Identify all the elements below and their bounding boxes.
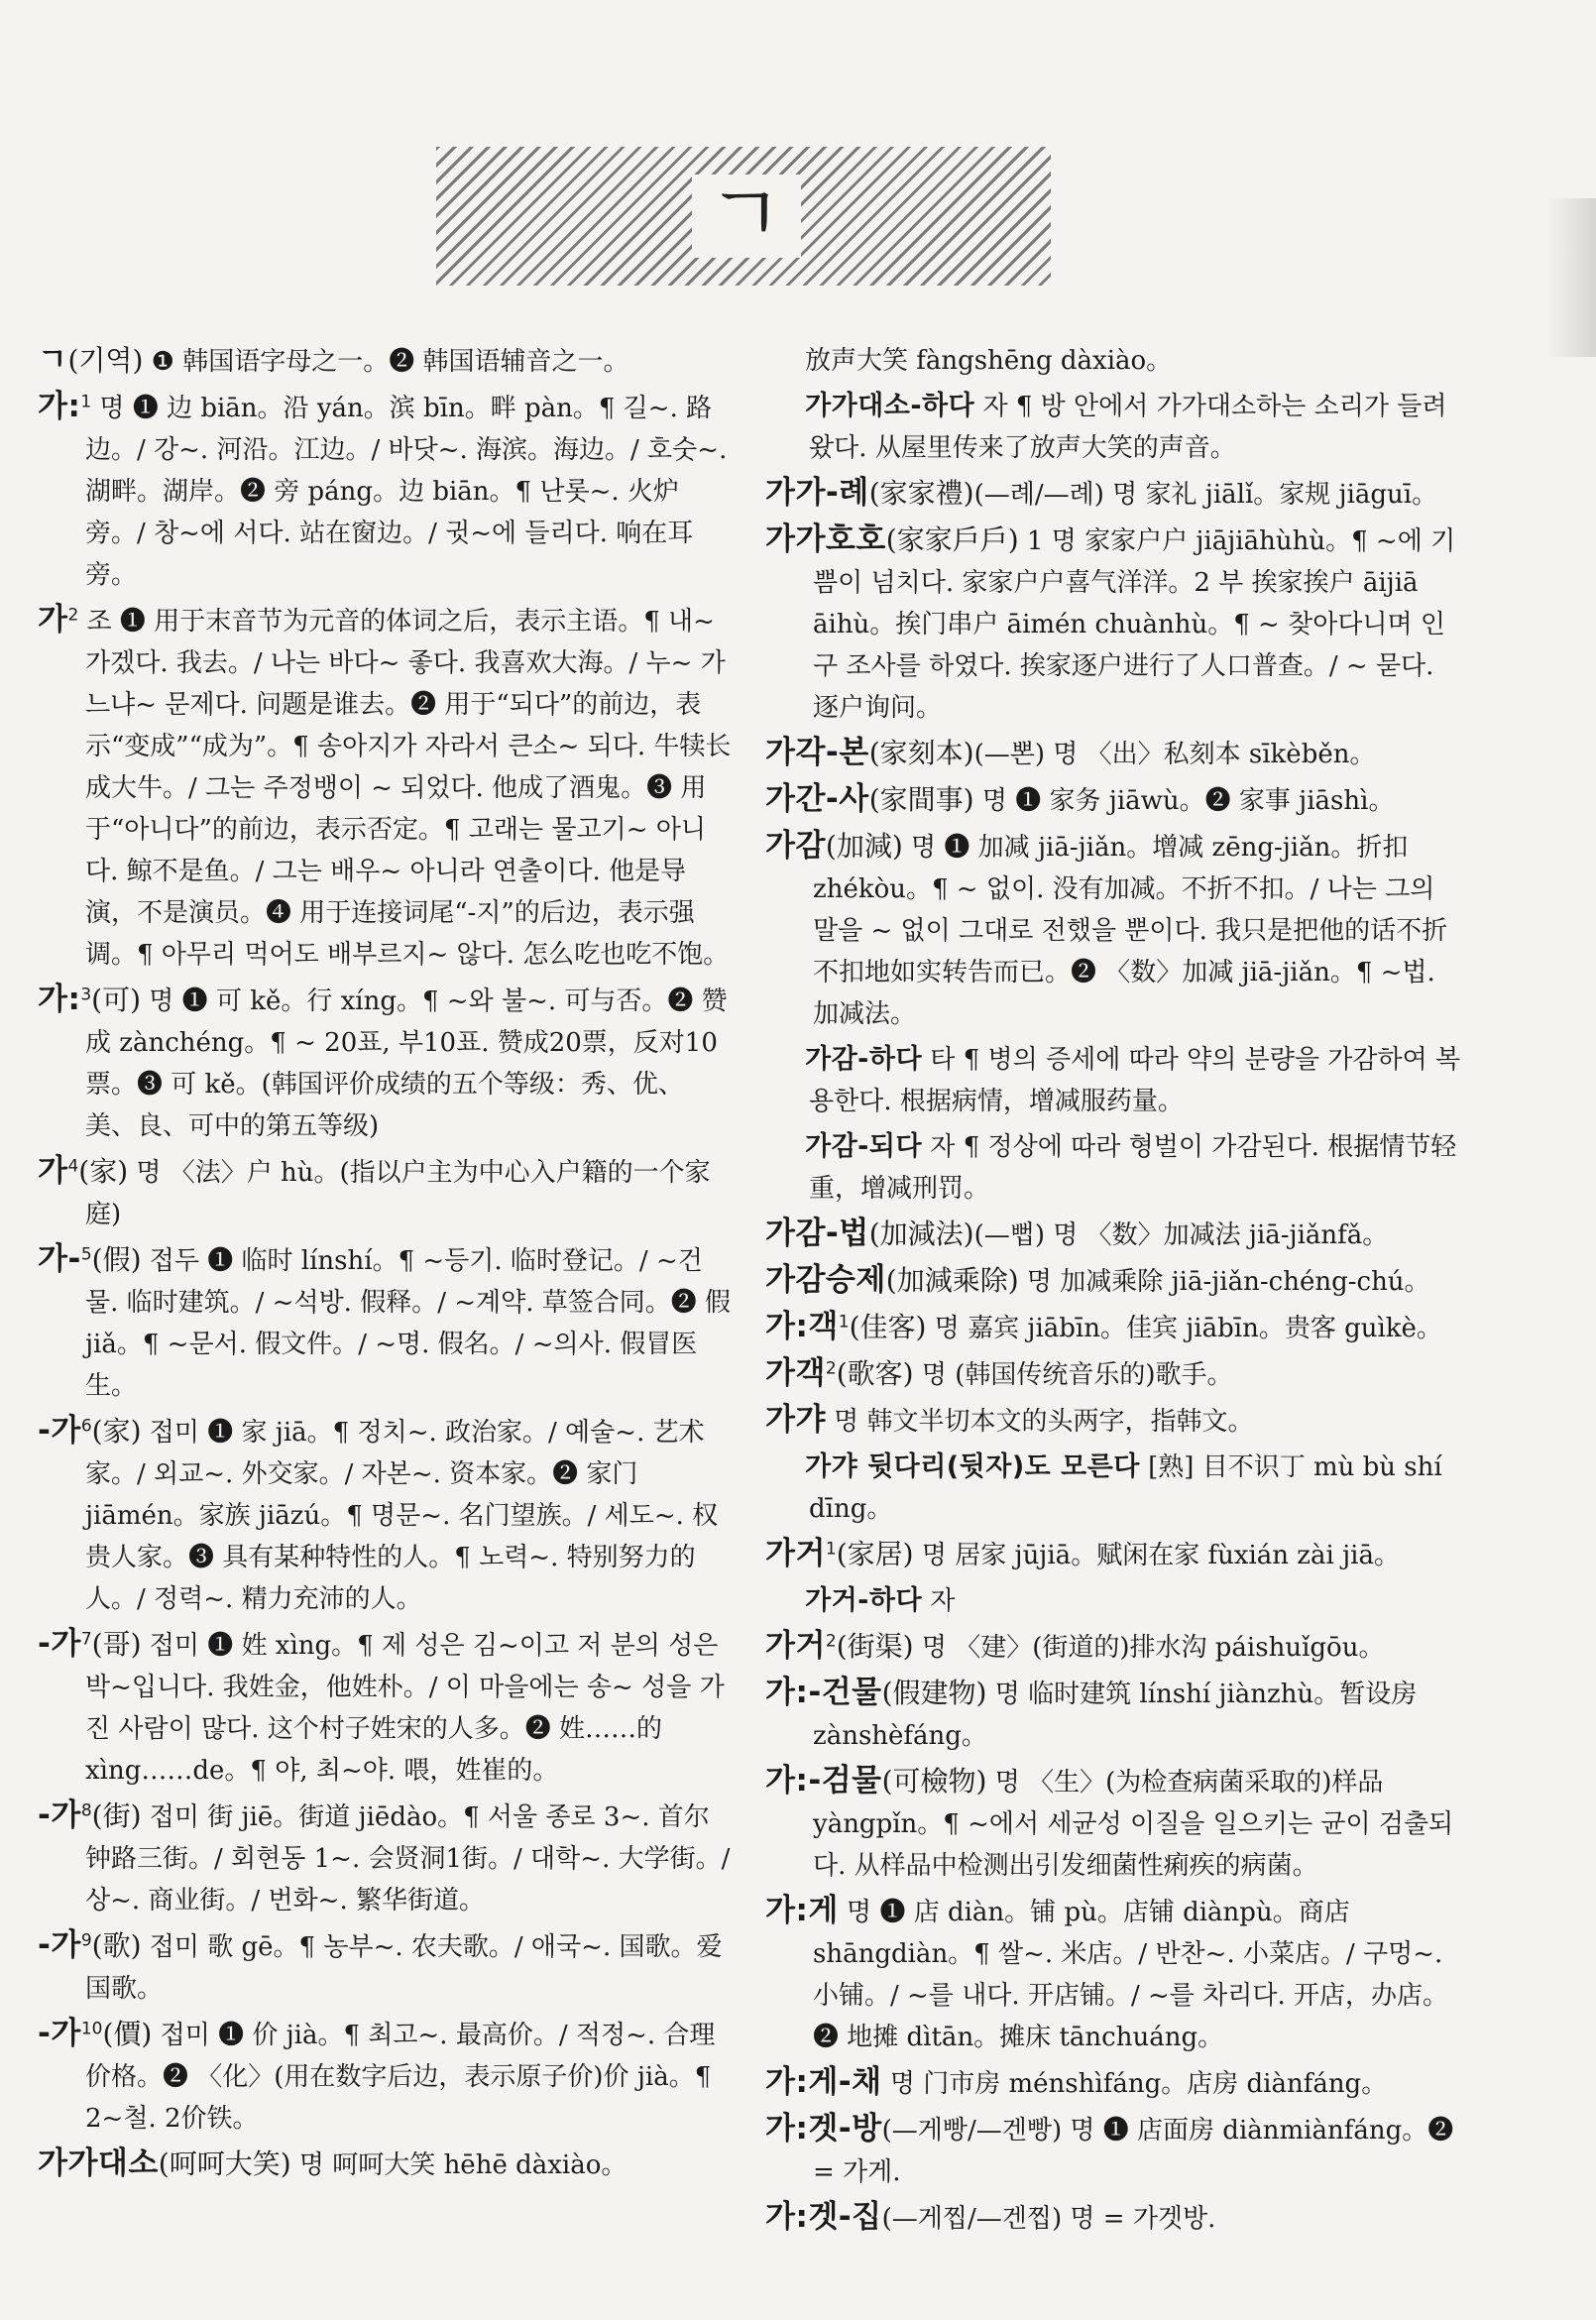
entry-definition: 명 嘉宾 jiābīn。佳宾 jiābīn。贵客 guìkè。 [926, 1314, 1442, 1343]
dictionary-entry [765, 1213, 1467, 1256]
entry-definition: 명 〈建〉(街道的)排水沟 páishuǐgōu。 [913, 1633, 1385, 1663]
entry-definition: 접두 ❶ 临时 línshí。¶ ~등기. 临时登记。/ ~건물. 临时建筑。/ ~석방. 假释。/ ~계약. 草签合同。❷ 假 jiǎ。¶ ~문서. 假文件。/ ~명. 假名。/ ~의사. 假冒医生。 [85, 1246, 732, 1401]
entry-definition: 자 [922, 1586, 956, 1616]
entry-hanja: (可檢物) [881, 1765, 987, 1798]
entry-superscript: 2 [825, 1631, 837, 1652]
dictionary-entry [765, 2196, 1467, 2240]
entry-hanja: (歌客) [836, 1357, 914, 1390]
entry-superscript: 2 [67, 605, 79, 626]
dictionary-entry [765, 778, 1467, 822]
entry-definition: 타 ¶ 병의 증세에 따라 약의 분량을 가감하여 복용한다. 根据病情，增减服药量。 [809, 1045, 1461, 1116]
dictionary-entry [765, 1446, 1467, 1530]
entry-headword: ㄱ [38, 342, 68, 378]
right-column [765, 339, 1467, 2243]
entry-headword: 가갸 [765, 1402, 826, 1438]
entry-headword: 가:객 [765, 1309, 839, 1344]
dictionary-entry [38, 979, 732, 1147]
dictionary-entry [765, 1306, 1467, 1349]
dictionary-entry [765, 1259, 1467, 1303]
entry-hanja: (家) [91, 1415, 142, 1448]
entry-definition: 명 临时建筑 línshí jiànzhù。暂设房 zànshèfáng。 [813, 1680, 1418, 1751]
entry-definition: 명 居家 jūjiā。赋闲在家 fùxián zài jiā。 [913, 1541, 1400, 1570]
entry-definition: 명 〈生〉(为检查病菌采取的)样品 yàngpǐn。¶ ~에서 세균성 이질을 일으키는 균이 검출되다. 从样品中检测出引发细菌性痢疾的病菌。 [813, 1768, 1454, 1881]
entry-superscript: 3 [80, 985, 92, 1005]
dictionary-entry [765, 519, 1467, 729]
dictionary-entry [38, 1623, 732, 1792]
entry-headword: 가:게-채 [765, 2064, 882, 2100]
entry-headword: 가가-례 [765, 475, 869, 511]
entry-superscript: 2 [825, 1358, 837, 1379]
entry-hanja: (家間事) [868, 783, 974, 816]
dictionary-entry [765, 339, 1467, 382]
entry-hanja: (假建物) [881, 1677, 987, 1709]
entry-hanja: (歌) [91, 1929, 142, 1962]
entry-definition: 접미 ❶ 家 jiā。¶ 정치~. 政治家。/ 예술~. 艺术家。/ 외교~. 外交家。/ 자본~. 资本家。❷ 家门 jiāmén。家族 jiāzú。¶ 명문~. 名门望族。/ 세도~. 权贵人家。❸ 具有某种特性的人。¶ 노력~. 特别努力的人。/ 정력~. 精力充沛的人。 [85, 1418, 719, 1614]
entry-headword: 가:겟-방 [765, 2111, 882, 2146]
dictionary-entry [765, 1760, 1467, 1887]
entry-headword: 가:-건물 [765, 1675, 882, 1710]
entry-headword: 가 [38, 602, 68, 638]
dictionary-entry [765, 1625, 1467, 1669]
entry-definition: ❶ 韩国语字母之一。❷ 韩国语辅音之一。 [143, 347, 629, 377]
entry-definition: (—뻡) 명 〈数〉加减法 jiā-jiǎnfǎ。 [973, 1220, 1389, 1250]
entry-definition: 명 ❶ 家务 jiāwù。❷ 家事 jiāshì。 [973, 786, 1395, 816]
dictionary-entry [38, 386, 732, 596]
entry-headword: 가감 [765, 828, 826, 864]
entry-superscript: 1 [825, 1539, 837, 1560]
dictionary-entry [765, 1890, 1467, 2058]
entry-hanja: (價) [102, 2018, 153, 2050]
entry-headword: 가감-하다 [805, 1044, 923, 1075]
dictionary-entry [38, 1924, 732, 2010]
entry-hanja: (加減法) [868, 1218, 974, 1250]
entry-hanja: (家居) [836, 1538, 914, 1570]
entry-headword: 가- [38, 1241, 81, 1277]
entry-definition: (—게찝/—겐찝) 명 = 가겟방. [881, 2204, 1216, 2234]
entry-headword: 가갸 뒷다리(뒷자)도 모른다 [805, 1451, 1140, 1482]
entry-headword: -가 [38, 1413, 81, 1449]
entry-definition: 명 (韩国传统音乐的)歌手。 [913, 1360, 1233, 1390]
entry-hanja: (可) [91, 984, 142, 1016]
entry-headword: 가: [38, 982, 81, 1017]
entry-definition: 放声大笑 fàngshēng dàxiào。 [805, 346, 1173, 376]
entry-headword: -가 [38, 1798, 81, 1833]
entry-hanja: (街渠) [836, 1630, 914, 1663]
entry-superscript: 6 [80, 1416, 92, 1437]
left-column [38, 339, 732, 2189]
entry-definition: 자 ¶ 방 안에서 가가대소하는 소리가 들려왔다. 从屋里传来了放声大笑的声音。 [809, 392, 1447, 463]
entry-superscript: 10 [80, 2019, 103, 2039]
dictionary-entry [38, 2013, 732, 2140]
entry-headword: 가: [38, 389, 81, 424]
dictionary-entry [38, 1150, 732, 1235]
entry-hanja: (家家禮) [868, 477, 974, 510]
entry-definition: 명 门市房 ménshìfáng。店房 diànfáng。 [881, 2069, 1388, 2099]
entry-definition: 명 加减乘除 jiā-jiǎn-chéng-chú。 [1018, 1267, 1430, 1297]
entry-headword: 가거-하다 [805, 1585, 923, 1616]
entry-superscript: 1 [838, 1312, 850, 1333]
dictionary-entry [38, 339, 732, 383]
dictionary-entry [765, 1038, 1467, 1122]
entry-hanja: (呵呵大笑) [158, 2147, 291, 2180]
dictionary-entry [765, 1533, 1467, 1576]
entry-headword: 가 [38, 1153, 68, 1189]
dictionary-entry [765, 385, 1467, 469]
entry-superscript: 1 [80, 392, 92, 412]
page-edge-shadow [1546, 198, 1596, 357]
entry-hanja: (佳客) [849, 1311, 927, 1343]
entry-headword: 가간-사 [765, 781, 869, 817]
entry-superscript: 8 [80, 1800, 92, 1821]
entry-superscript: 7 [80, 1629, 92, 1650]
entry-definition: 자 ¶ 정상에 따라 형벌이 가감된다. 根据情节轻重，增减刑罚。 [809, 1132, 1457, 1204]
dictionary-entry [38, 1238, 732, 1407]
dictionary-entry [765, 1352, 1467, 1396]
entry-hanja: (加減乘除) [885, 1264, 1019, 1297]
dictionary-entry [38, 599, 732, 976]
section-header [436, 147, 1051, 286]
entry-definition: 조 ❶ 用于末音节为元音的体词之后，表示主语。¶ 내~ 가겠다. 我去。/ 나는 바다~ 좋다. 我喜欢大海。/ 누~ 가느냐~ 문제다. 问题是谁去。❷ 用于“되다”的前边，表示“变成”“成为”。¶ 송아지가 자라서 큰소~ 되다. 牛犊长成大牛。/ 그는 주정뱅이 ~ 되었다. 他成了酒鬼。❸ 用于“아니다”的前边，表示否定。¶ 고래는 물고기~ 아니다. 鲸不是鱼。/ 그는 배우~ 아니라 연출이다. 他是导演，不是演员。❹ 用于连接词尾“-지”的后边，表示强调。¶ 아무리 먹어도 배부르지~ 않다. 怎么吃也吃不饱。 [78, 607, 732, 970]
entry-headword: 가거 [765, 1536, 826, 1571]
dictionary-entry [765, 2108, 1467, 2193]
entry-hanja: (加減) [825, 830, 903, 863]
entry-hanja: (街) [91, 1799, 142, 1832]
entry-headword: -가 [38, 2016, 81, 2051]
dictionary-entry [765, 1579, 1467, 1622]
entry-headword: 가가호호 [765, 522, 886, 557]
dictionary-entry [765, 1125, 1467, 1210]
entry-hanja: (家家戶戶) [885, 523, 1019, 556]
entry-definition: 접미 街 jiē。街道 jiēdào。¶ 서울 종로 3~. 首尔钟路三街。/ 회현동 1~. 会贤洞1街。/ 대학~. 大学街。/ 상~. 商业街。/ 번화~. 繁华街道。 [85, 1802, 731, 1915]
entry-headword: 가감-되다 [805, 1131, 923, 1162]
entry-definition: 명 呵呵大笑 hēhē dàxiào。 [290, 2150, 627, 2180]
entry-hanja: (哥) [91, 1628, 142, 1661]
entry-definition: 명 ❶ 边 biān。沿 yán。滨 bīn。畔 pàn。¶ 길~. 路边。/ 강~. 河沿。江边。/ 바닷~. 海滨。海边。/ 호숫~. 湖畔。湖岸。❷ 旁 páng。边 biān。¶ 난롯~. 火炉旁。/ 창~에 서다. 站在窗边。/ 귓~에 들리다. 响在耳旁。 [85, 394, 728, 590]
entry-hanja: (家) [78, 1155, 129, 1188]
entry-headword: 가:겟-집 [765, 2199, 882, 2235]
dictionary-entry [38, 2143, 732, 2186]
entry-hanja: (기역) [67, 344, 144, 377]
dictionary-entry [765, 1399, 1467, 1443]
entry-hanja: (假) [91, 1243, 142, 1276]
entry-hanja: (家刻本) [868, 737, 974, 769]
entry-headword: 가가대소 [38, 2146, 159, 2181]
entry-definition: 명 〈法〉户 hù。(指以户主为中心入户籍的一个家庭) [85, 1158, 711, 1229]
entry-headword: 가객 [765, 1355, 826, 1391]
entry-headword: 가거 [765, 1628, 826, 1664]
entry-superscript: 9 [80, 1930, 92, 1951]
entry-headword: 가가대소-하다 [805, 391, 975, 421]
dictionary-entry [765, 732, 1467, 775]
entry-definition: 접미 ❶ 价 jià。¶ 최고~. 最高价。/ 적정~. 合理价格。❷ 〈化〉(用在数字后边，表示原子价)价 jià。¶ 2~철. 2价铁。 [85, 2021, 716, 2134]
entry-headword: 가감승제 [765, 1262, 886, 1298]
entry-definition: 1 명 家家户户 jiājiāhùhù。¶ ~에 기쁨이 넘치다. 家家户户喜气洋洋。2 부 挨家挨户 āijiā āihù。挨门串户 āimén chuànhù。¶ ~ 찾아다니며 인구 조사를 하였다. 挨家逐户进行了人口普查。/ ~ 묻다. 逐户询问。 [813, 526, 1456, 723]
entry-headword: 가:게 [765, 1893, 839, 1928]
dictionary-entry [38, 1410, 732, 1620]
dictionary-entry [765, 2061, 1467, 2105]
entry-headword: -가 [38, 1626, 81, 1662]
dictionary-entry [38, 1795, 732, 1921]
entry-definition: 명 韩文半切本文的头两字，指韩文。 [825, 1407, 1254, 1437]
entry-definition: (—게빵/—겐빵) 명 ❶ 店面房 diànmiànfáng。❷ = 가게. [813, 2116, 1454, 2187]
entry-superscript: 5 [80, 1244, 92, 1265]
entry-headword: 가감-법 [765, 1216, 869, 1251]
entry-definition: 접미 ❶ 姓 xìng。¶ 제 성은 김~이고 저 분의 성은 박~입니다. 我姓金，他姓朴。/ 이 마을에는 송~ 성을 가진 사람이 많다. 这个村子姓宋的人多。❷ 姓……的 xìng……de。¶ 야, 최~야. 喂，姓崔的。 [85, 1631, 725, 1786]
dictionary-entry [765, 825, 1467, 1035]
entry-definition: (—례/—례) 명 家礼 jiālǐ。家规 jiāguī。 [973, 480, 1438, 510]
entry-definition: 명 ❶ 加减 jiā-jiǎn。增减 zēng-jiǎn。折扣 zhékòu。¶ ~ 없이. 没有加减。不折不扣。/ 나는 그의 말을 ~ 없이 그대로 전했을 뿐이다. 我只是把他的话不折不扣地如实转告而已。❷ 〈数〉加减 jiā-jiǎn。¶ ~법. 加减法。 [813, 833, 1448, 1029]
entry-headword: 가각-본 [765, 735, 869, 770]
entry-headword: -가 [38, 1927, 81, 1963]
entry-definition: 접미 歌 gē。¶ 농부~. 农夫歌。/ 애국~. 国歌。爱国歌。 [85, 1932, 723, 2004]
dictionary-entry [765, 1672, 1467, 1757]
entry-definition: 명 ❶ 可 kě。行 xíng。¶ ~와 불~. 可与否。❷ 赞成 zànchéng。¶ ~ 20표, 부10표. 赞成20票，反对10票。❸ 可 kě。(韩国评价成绩的五个等级：秀、优、美、良、可中的第五等级) [85, 986, 728, 1141]
entry-definition: (—뽄) 명 〈出〉私刻本 sīkèběn。 [973, 740, 1376, 769]
entry-superscript: 4 [67, 1156, 79, 1177]
section-letter: ㄱ [707, 168, 784, 260]
dictionary-entry [765, 472, 1467, 516]
entry-definition: 명 ❶ 店 diàn。铺 pù。店铺 diànpù。商店 shāngdiàn。¶ 쌀~. 米店。/ 반찬~. 小菜店。/ 구멍~. 小铺。/ ~를 내다. 开店铺。/ ~를 차리다. 开店，办店。❷ 地摊 dìtān。摊床 tānchuáng。 [813, 1898, 1449, 2052]
entry-headword: 가:-검물 [765, 1763, 882, 1798]
entry-definition: [熟] 目不识丁 mù bù shí dīng。 [809, 1452, 1442, 1524]
